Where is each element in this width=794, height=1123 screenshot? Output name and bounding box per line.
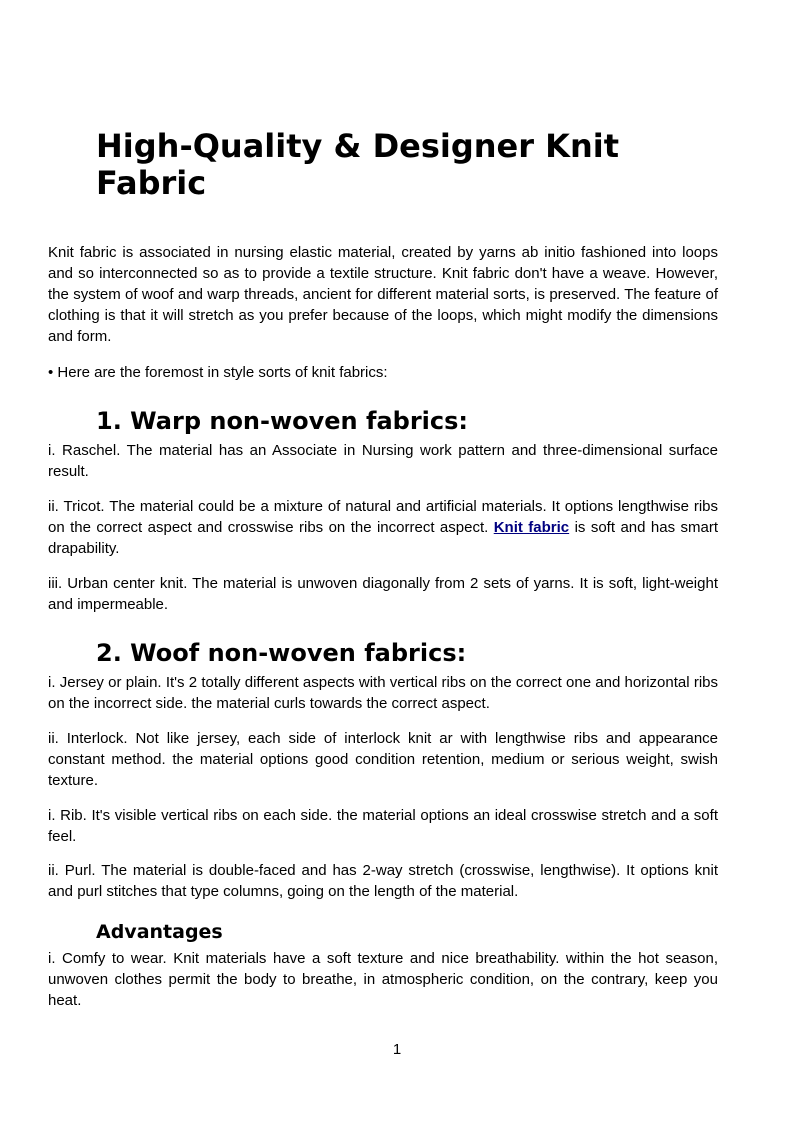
document-title: High-Quality & Designer Knit Fabric [96, 127, 620, 202]
tricot-text-after: is soft and has smart drapability. [48, 519, 719, 557]
woof-rib-paragraph: i. Rib. It's visible vertical ribs on each side. the material options an ideal crosswise stretch and a soft feel. [48, 807, 718, 845]
warp-heading: 1. Warp non-woven fabrics: [96, 407, 468, 435]
bullet-intro: • Here are the foremost in style sorts of knit fabrics: [48, 364, 388, 381]
tricot-text-before: ii. Tricot. The material could be a mixture of natural and artificial materials. It options lengthwise ribs on the correct aspect and crosswise ribs on the incorrect aspect. [48, 498, 718, 536]
knit-fabric-link[interactable]: Knit fabric [493, 519, 570, 536]
page-number: 1 [392, 1041, 402, 1058]
advantages-heading: Advantages [96, 921, 223, 943]
woof-heading: 2. Woof non-woven fabrics: [96, 639, 467, 667]
woof-interlock-paragraph: ii. Interlock. Not like jersey, each side of interlock knit ar with lengthwise ribs and appearance constant method. the material options good condition retention, medium or serious weight, swish texture. [48, 730, 718, 789]
warp-urban-paragraph: iii. Urban center knit. The material is unwoven diagonally from 2 sets of yarns. It is soft, light-weight and impermeable. [48, 575, 718, 613]
woof-jersey-paragraph: i. Jersey or plain. It's 2 totally different aspects with vertical ribs on the correct one and horizontal ribs on the incorrect side. the material curls towards the correct aspect. [48, 674, 718, 712]
warp-tricot-paragraph [48, 496, 718, 559]
woof-purl-paragraph: ii. Purl. The material is double-faced and has 2-way stretch (crosswise, lengthwise). It options knit and purl stitches that type columns, going on the length of the material. [48, 862, 718, 900]
intro-paragraph: Knit fabric is associated in nursing elastic material, created by yarns ab initio fashioned into loops and so interconnected so as to provide a textile structure. Knit fabric don't have a weave. However, the system of woof and warp threads, ancient for different material sorts, is preserved. The feature of clothing is that it will stretch as you prefer because of the loops, which might modify the dimensions and form. [48, 244, 718, 345]
warp-raschel-paragraph: i. Raschel. The material has an Associate in Nursing work pattern and three-dimensional surface result. [48, 442, 718, 480]
advantages-comfy-paragraph: i. Comfy to wear. Knit materials have a soft texture and nice breathability. within the hot season, unwoven clothes permit the body to breathe, in atmospheric condition, on the contrary, keep you heat. [48, 950, 718, 1009]
